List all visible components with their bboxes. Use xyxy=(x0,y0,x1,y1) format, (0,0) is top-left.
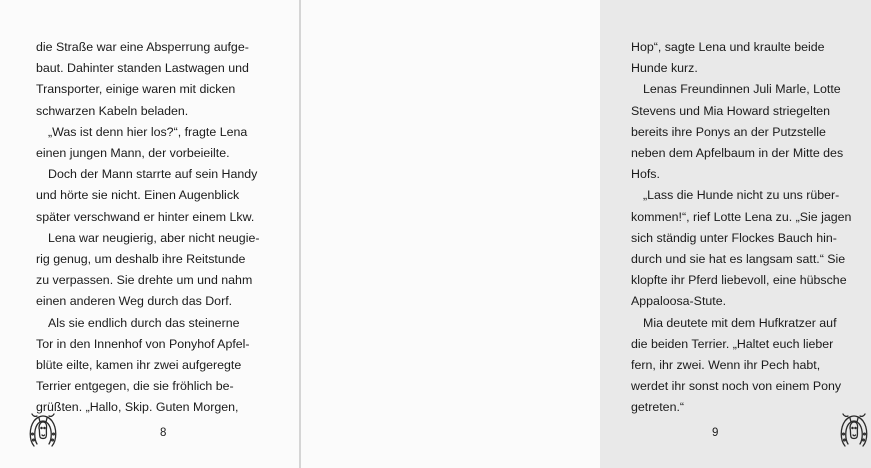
text-line: grüßten. „Hallo, Skip. Guten Morgen, xyxy=(36,400,239,415)
text-line: Hofs. xyxy=(631,167,660,182)
text-line: getreten.“ xyxy=(631,400,685,415)
text-line: Lena war neugierig, aber nicht neugie- xyxy=(48,230,260,245)
text-line: blüte eilte, kamen ihr zwei aufgeregte xyxy=(36,358,242,373)
text-line: Tor in den Innenhof von Ponyhof Apfel- xyxy=(36,336,250,351)
text-line: zu verpassen. Sie drehte um und nahm xyxy=(36,273,253,288)
text-line: durch und sie hat es langsam satt.“ Sie xyxy=(631,252,846,267)
text-line: einen anderen Weg durch das Dorf. xyxy=(36,294,233,309)
text-line: sich ständig unter Flockes Bauch hin- xyxy=(631,230,837,245)
text-line: Mia deutete mit dem Hufkratzer auf xyxy=(643,315,837,330)
text-line: Hop“, sagte Lena und kraulte beide xyxy=(631,40,825,54)
text-line: Transporter, einige waren mit dicken xyxy=(36,82,236,97)
text-line: kommen!“, rief Lotte Lena zu. „Sie jagen xyxy=(631,209,852,224)
text-line: und hörte sie nicht. Einen Augenblick xyxy=(36,188,240,203)
text-line: Appaloosa-Stute. xyxy=(631,294,727,309)
text-line: später verschwand er hinter einem Lkw. xyxy=(36,209,255,224)
text-line: schwarzen Kabeln beladen. xyxy=(36,103,189,118)
text-line: rig genug, um deshalb ihre Reitstunde xyxy=(36,252,246,267)
text-line: „Was ist denn hier los?“, fragte Lena xyxy=(48,124,248,139)
text-line: bereits ihre Ponys an der Putzstelle xyxy=(631,124,826,139)
text-line: „Lass die Hunde nicht zu uns rüber- xyxy=(643,188,840,203)
right-page xyxy=(301,0,852,468)
page-number-left: 8 xyxy=(160,427,167,439)
text-line: Stevens und Mia Howard striegelten xyxy=(631,103,831,118)
text-line: die Straße war eine Absperrung aufge- xyxy=(36,40,249,54)
text-line: einen jungen Mann, der vorbeieilte. xyxy=(36,146,230,161)
text-line: baut. Dahinter standen Lastwagen und xyxy=(36,61,249,76)
text-line: klopfte ihr Pferd liebevoll, eine hübsche xyxy=(631,273,847,288)
text-line: die beiden Terrier. „Haltet euch lieber xyxy=(631,336,834,351)
text-line: Als sie endlich durch das steinerne xyxy=(48,315,240,330)
horseshoe-horse-icon xyxy=(837,410,871,450)
page-number-right: 9 xyxy=(712,427,719,439)
right-page-text xyxy=(631,37,859,419)
text-line: fern, ihr zwei. Wenn ihr Pech habt, xyxy=(631,358,821,373)
text-line: neben dem Apfelbaum in der Mitte des xyxy=(631,146,844,161)
text-line: Lenas Freundinnen Juli Marle, Lotte xyxy=(643,82,841,97)
horseshoe-horse-icon xyxy=(26,410,60,450)
left-page-text xyxy=(36,37,264,419)
left-page xyxy=(0,0,299,468)
text-line: werdet ihr sonst noch von einem Pony xyxy=(631,379,842,394)
text-line: Hunde kurz. xyxy=(631,61,698,76)
text-line: Terrier entgegen, die sie fröhlich be- xyxy=(36,379,234,394)
text-line: Doch der Mann starrte auf sein Handy xyxy=(48,167,258,182)
